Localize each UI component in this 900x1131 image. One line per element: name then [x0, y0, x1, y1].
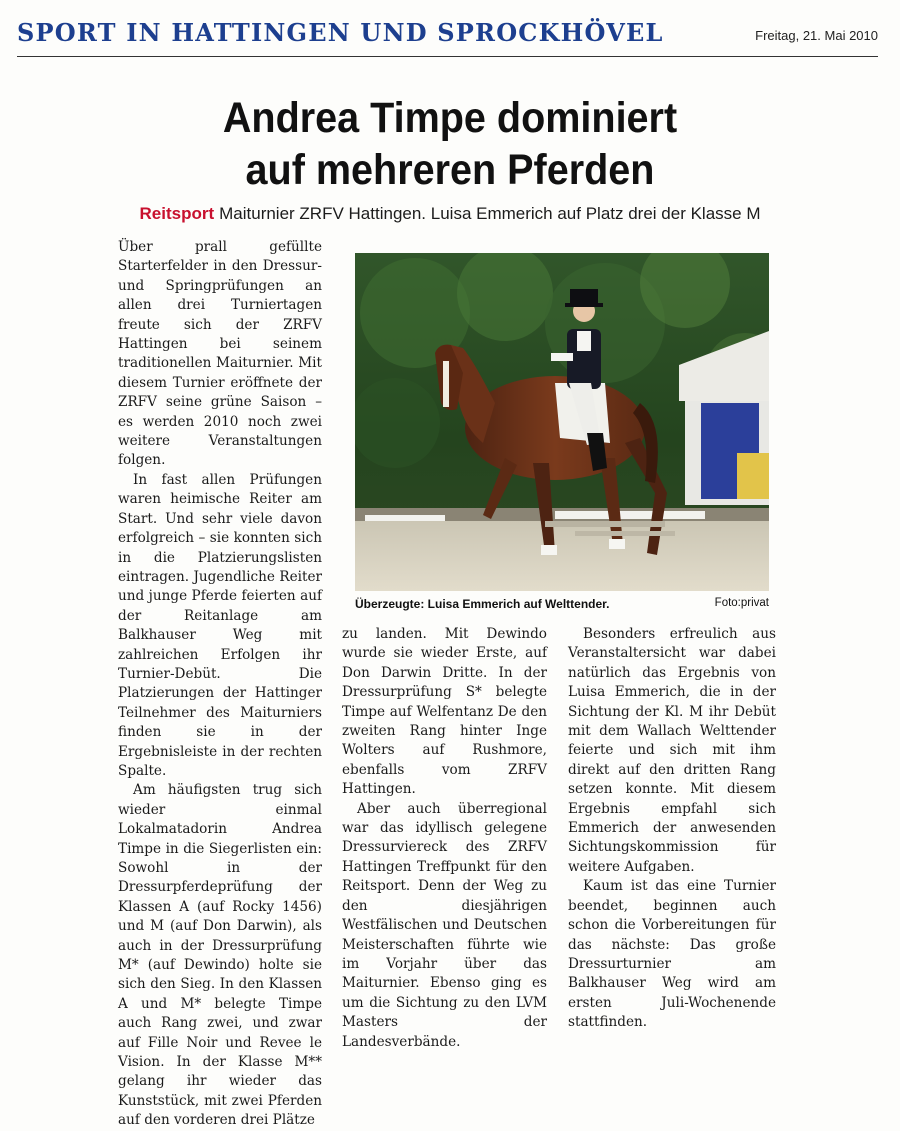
paragraph-7: Kaum ist das eine Turnier beendet, beginnen auch schon die Vorbereitungen für das nächste: Das große Dressurturnier am Balkhauser Weg wird am ersten Juli-Wochenende stattfinden. [568, 878, 776, 1031]
text-column-2 [342, 625, 547, 1052]
header-divider [17, 56, 878, 57]
paragraph-2: In fast allen Prüfungen waren heimische Reiter am Start. Und sehr viele davon erfolgreich – sie konnten sich in die Platzierungslisten eintragen. Jugendliche Reiter und junge Pferde feierten auf der Reitanlage am Balkhauser Weg mit zahlreichen Erfolgen ihr Turnier-Debüt. Die Platzierungen der Hattinger Teilnehmer des Maiturniers finden sie in der Ergebnisleiste in der rechten Spalte. [118, 471, 322, 779]
article-headline [36, 92, 864, 196]
headline-line-1: Andrea Timpe dominiert [222, 94, 678, 142]
kicker: Reitsport [139, 204, 215, 223]
dressage-horse-rider-image [355, 253, 769, 591]
paragraph-5: Aber auch überregional war das idyllisch gelegene Dressurviereck des ZRFV Hattingen Treffpunkt für den Reitsport. Denn der Weg zu den diesjährigen Westfälischen und Deutschen Meisterschaften führte wie im Vorjahr über das Maiturnier. Ebenso ging es um die Sichtung zu den LVM Masters der Landesverbände. [342, 800, 547, 1050]
paragraph-4: zu landen. Mit Dewindo wurde sie wieder Erste, auf Don Darwin Dritte. In der Dressurprüfung S* belegte Timpe auf Welfentanz De den zweiten Rang hinter Inge Wolters auf Rushmore, ebenfalls vom ZRFV Hattingen. [342, 626, 547, 798]
paragraph-1: Über prall gefüllte Starterfelder in den Dressur- und Springprüfungen an allen drei Turniertagen freute sich der ZRFV Hattingen bei seinem traditionellen Maiturnier. Mit diesem Turnier eröffnete der ZRFV seine grüne Saison – es werden 2010 noch zwei weitere Veranstaltungen folgen. [118, 239, 322, 469]
photo-caption [355, 597, 769, 611]
text-column-3 [568, 625, 776, 1033]
article-photo [355, 253, 769, 591]
article-subheadline [0, 204, 900, 224]
issue-date: Freitag, 21. Mai 2010 [755, 28, 878, 43]
photo-credit: Foto:privat [714, 597, 769, 609]
caption-text: Überzeugte: Luisa Emmerich auf Welttender. [355, 597, 610, 611]
text-column-1 [118, 238, 322, 1131]
section-title: SPORT IN HATTINGEN UND SPROCKHÖVEL [17, 18, 664, 47]
paragraph-3: Am häufigsten trug sich wieder einmal Lokalmatadorin Andrea Timpe in die Siegerlisten ein: Sowohl in der Dressurpferdeprüfung der Klassen A (auf Rocky 1456) und M (auf Don Darwin), als auch in der Dressurprüfung M* (auf Dewindo) holte sie sich den Sieg. In den Klassen A und M* belegte Timpe auch Rang zwei, und zwar auf Fille Noir und Revee le Vision. In der Klasse M** gelang ihr wieder das Kunststück, mit zwei Pferden auf den vorderen drei Plätze [118, 782, 322, 1129]
headline-line-2: auf mehreren Pferden [245, 146, 655, 194]
paragraph-6: Besonders erfreulich aus Veranstaltersicht war dabei natürlich das Ergebnis von Luisa Emmerich, die in der Sichtung der Kl. M ihr Debüt mit dem Wallach Welttender feierte und sich mit ihm direkt auf den dritten Rang setzen konnte. Mit diesem Ergebnis empfahl sich Emmerich der anwesenden Sichtungskommission für weitere Aufgaben. [568, 626, 776, 875]
subheadline-text: Maiturnier ZRFV Hattingen. Luisa Emmerich auf Platz drei der Klasse M [219, 204, 761, 223]
